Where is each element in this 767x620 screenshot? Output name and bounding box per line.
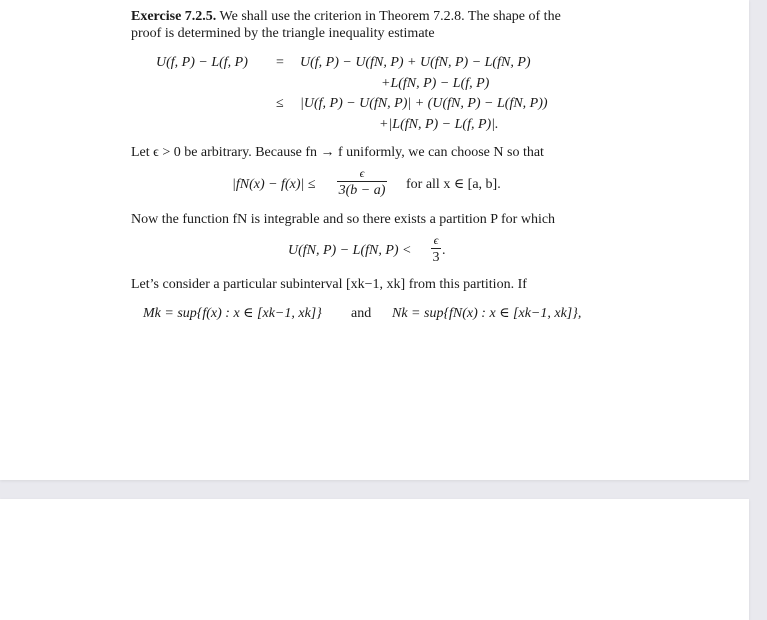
- estimate-le-sign: ≤: [276, 96, 284, 111]
- estimate-row-3: |U(f, P) − U(fN, P)| + (U(fN, P) − L(fN, P)): [300, 96, 548, 111]
- estimate-row-4: +|L(fN, P) − L(f, P)|.: [379, 117, 499, 132]
- paragraph-1: Let ϵ > 0 be arbitrary. Because fn → f uniformly, we can choose N so that: [131, 145, 544, 160]
- exercise-intro-line2: proof is determined by the triangle inequality estimate: [131, 26, 435, 41]
- partition-bound-numerator: ϵ: [433, 233, 439, 247]
- sup-def-n: Nk = sup{fN(x) : x ∈ [xk−1, xk]},: [392, 306, 582, 321]
- partition-bound-tail: .: [442, 243, 446, 258]
- exercise-intro-line1: We shall use the criterion in Theorem 7.2.8. The shape of the: [219, 9, 561, 24]
- uniform-bound-denominator: 3(b − a): [338, 183, 386, 198]
- partition-bound-denominator: 3: [432, 250, 440, 265]
- estimate-row-1: U(f, P) − U(fN, P) + U(fN, P) − L(fN, P): [300, 55, 531, 70]
- paragraph-2: Now the function fN is integrable and so there exists a partition P for which: [131, 212, 556, 227]
- uniform-bound-fraction: [337, 167, 387, 198]
- sup-def-and: and: [351, 306, 372, 321]
- estimate-lhs: U(f, P) − L(f, P): [156, 55, 248, 70]
- uniform-bound-numerator: ϵ: [359, 166, 365, 180]
- exercise-label: Exercise 7.2.5.: [131, 9, 217, 24]
- page-2: [0, 499, 749, 620]
- uniform-bound-lhs: |fN(x) − f(x)| ≤: [232, 177, 316, 192]
- exercise-line-1: [131, 8, 561, 26]
- partition-bound-fraction: [431, 234, 441, 265]
- estimate-row-2: +L(fN, P) − L(f, P): [381, 76, 490, 91]
- uniform-bound-tail: for all x ∈ [a, b].: [406, 177, 501, 192]
- fraction-bar: [337, 181, 387, 182]
- fraction-bar: [431, 248, 441, 249]
- paragraph-3: Let’s consider a particular subinterval [xk−1, xk] from this partition. If: [131, 277, 527, 292]
- estimate-eq-sign: =: [276, 55, 284, 70]
- partition-bound-lhs: U(fN, P) − L(fN, P) <: [288, 243, 412, 258]
- sup-def-m: Mk = sup{f(x) : x ∈ [xk−1, xk]}: [143, 306, 322, 321]
